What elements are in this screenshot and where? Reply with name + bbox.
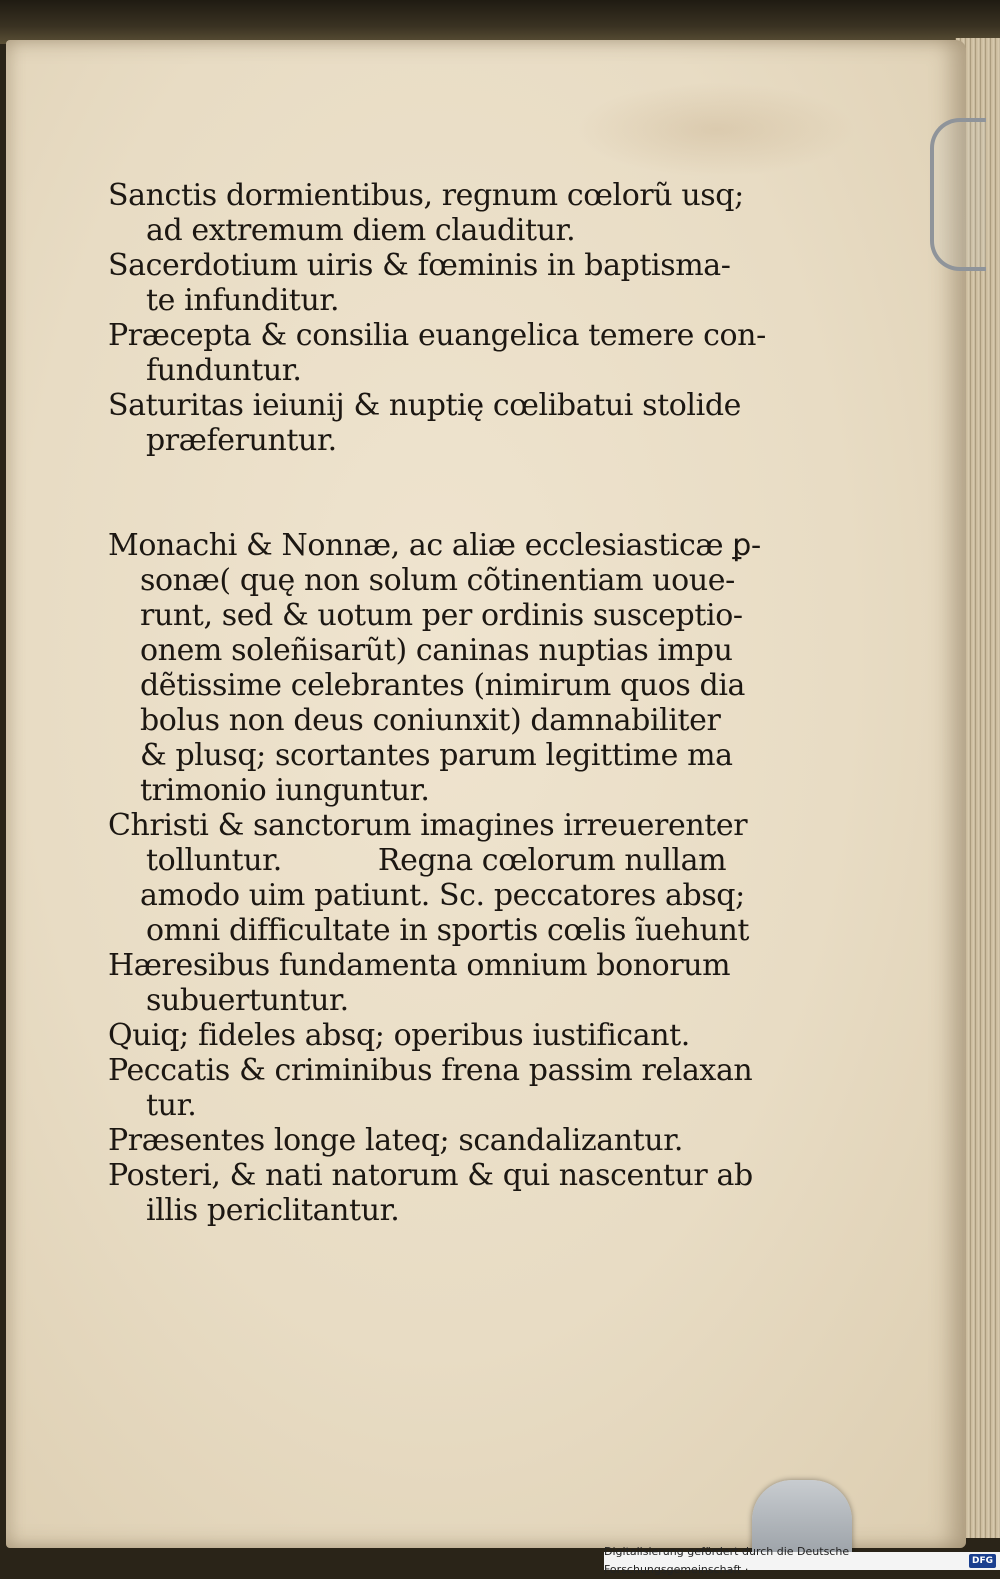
text-line: Peccatis & criminibus frena passim relaxan [108,1053,753,1088]
text-line: Posteri, & nati natorum & qui nascentur ab [108,1158,753,1193]
text-line: amodo uim patiunt. Sc. peccatores absq; [140,878,745,913]
text-line: Christi & sanctorum imagines irreuerenter [108,808,748,843]
book-top-edge [0,0,1000,44]
text-line: trimonio iunguntur. [140,773,430,808]
page-stain [576,82,856,177]
text-line: te infunditur. [146,283,340,318]
text-line: bolus non deus coniunxit) damnabiliter [140,703,721,738]
text-line: Præsentes longe lateq; scandalizantur. [108,1123,684,1158]
text-span: Regna cœlorum nullam [377,843,727,878]
text-line: omni difficultate in sportis cœlis ĩuehunt [146,913,750,948]
text-line: Sacerdotium uiris & fœminis in baptisma- [108,248,731,283]
text-line [108,843,748,878]
page-text [108,178,766,1228]
text-line: dẽtissime celebrantes (nimirum quos dia [140,668,746,703]
digitization-credit [604,1545,1000,1576]
text-line: Hæresibus fundamenta omnium bonorum [108,948,731,983]
text-line: illis periclitantur. [146,1193,400,1228]
text-line: ad extremum diem clauditur. [146,213,576,248]
text-line: Quiq; fideles absq; operibus iustificant. [108,1018,690,1053]
text-line: Saturitas ieiunij & nuptię cœlibatui stolide [108,388,741,423]
text-line: subuertuntur. [146,983,349,1018]
text-line: Monachi & Nonnæ, ac aliæ ecclesiasticæ ꝑ- [108,528,761,563]
paragraph-gap [108,458,748,528]
text-line: onem soleñisarũt) caninas nuptias impu [140,633,733,668]
credit-text: Digitalisierung gefördert durch die Deutsche Forschungsgemeinschaft · [604,1545,850,1576]
text-line: tur. [146,1088,197,1123]
dfg-logo: DFG [969,1554,996,1568]
text-line: & plusq; scortantes parum legittime ma [140,738,733,773]
page-clip [930,118,986,271]
text-span: tolluntur. [146,843,282,878]
text-line: runt, sed & uotum per ordinis susceptio- [140,598,743,633]
text-line: præferuntur. [146,423,337,458]
text-line: Præcepta & consilia euangelica temere con- [108,318,766,353]
text-line: funduntur. [146,353,302,388]
text-line: sonæ( quę non solum cõtinentiam uoue- [140,563,735,598]
text-line: Sanctis dormientibus, regnum cœlorũ usq; [108,178,744,213]
